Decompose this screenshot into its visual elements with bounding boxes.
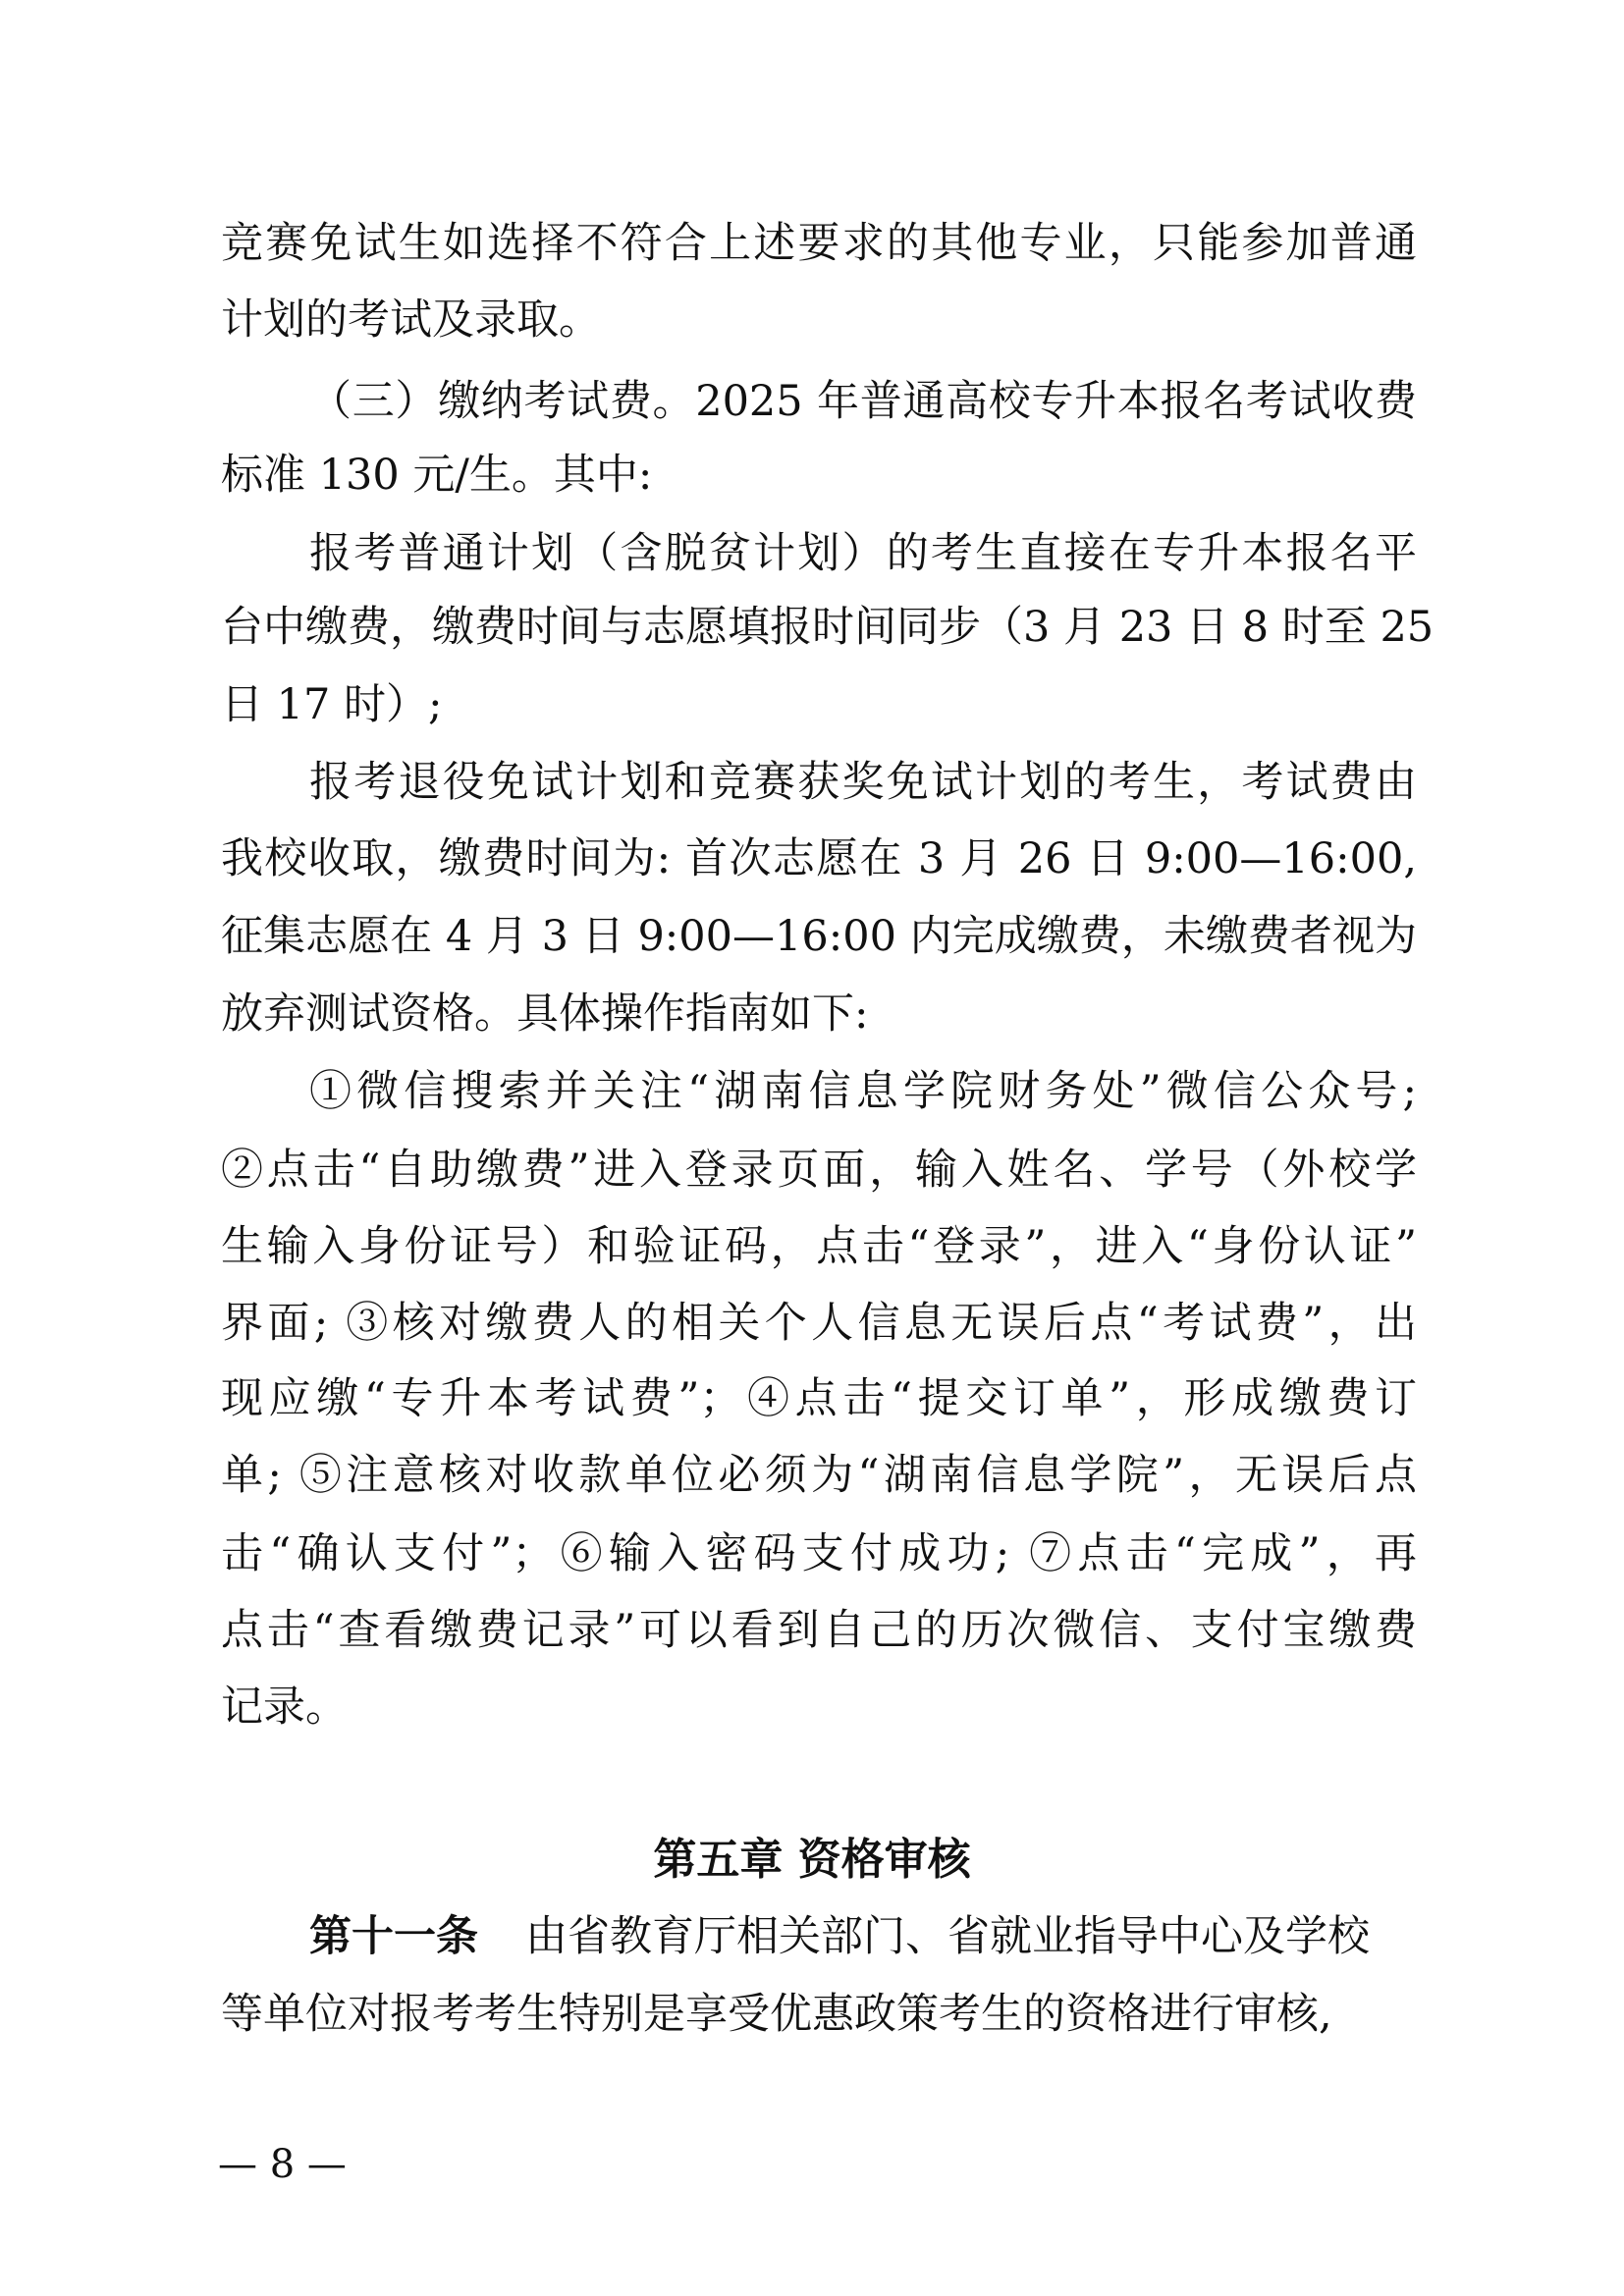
step-line: 记录。 xyxy=(221,1682,348,1732)
body-line: 日 17 时）; xyxy=(221,680,443,729)
step-line: ①微信搜索并关注“湖南信息学院财务处”微信公众号; xyxy=(309,1067,1417,1116)
article-line: 等单位对报考考生特别是享受优惠政策考生的资格进行审核, xyxy=(221,1990,1332,2039)
body-line: 计划的考试及录取。 xyxy=(221,295,601,345)
body-line: 征集志愿在 4 月 3 日 9:00—16:00 内完成缴费，未缴费者视为 xyxy=(221,912,1417,961)
body-line: 台中缴费，缴费时间与志愿填报时间同步（3 月 23 日 8 时至 25 xyxy=(221,603,1435,652)
chapter-heading: 第五章 资格审核 xyxy=(653,1835,971,1885)
article-text: 由省教育厅相关部门、省就业指导中心及学校 xyxy=(525,1912,1370,1961)
step-line: 击“确认支付”；⑥输入密码支付成功; ⑦点击“完成”，再 xyxy=(221,1529,1417,1578)
article-line xyxy=(309,1907,1417,1966)
page-number: — 8 — xyxy=(218,2142,347,2187)
step-line: 点击“查看缴费记录”可以看到自己的历次微信、支付宝缴费 xyxy=(221,1606,1417,1655)
body-line: 报考普通计划（含脱贫计划）的考生直接在专升本报名平 xyxy=(309,529,1417,578)
step-line: 单; ⑤注意核对收款单位必须为“湖南信息学院”，无误后点 xyxy=(221,1451,1417,1500)
step-line: 界面; ③核对缴费人的相关个人信息无误后点“考试费”，出 xyxy=(221,1299,1417,1348)
step-line: 生输入身份证号）和验证码，点击“登录”，进入“身份认证” xyxy=(221,1222,1417,1271)
step-line: 现应缴“专升本考试费”；④点击“提交订单”，形成缴费订 xyxy=(221,1374,1417,1423)
step-line: ②点击“自助缴费”进入登录页面，输入姓名、学号（外校学 xyxy=(221,1146,1417,1195)
body-line: 放弃测试资格。具体操作指南如下: xyxy=(221,989,869,1039)
article-label: 第十一条 xyxy=(309,1912,478,1961)
body-line: 竞赛免试生如选择不符合上述要求的其他专业，只能参加普通 xyxy=(221,219,1417,268)
body-line: 我校收取，缴费时间为: 首次志愿在 3 月 26 日 9:00—16:00, xyxy=(221,834,1417,883)
body-line: 报考退役免试计划和竞赛获奖免试计划的考生，考试费由 xyxy=(309,758,1417,807)
section-heading-line: （三）缴纳考试费。2025 年普通高校专升本报名考试收费 xyxy=(309,377,1417,426)
body-line: 标准 130 元/生。其中: xyxy=(221,451,653,500)
